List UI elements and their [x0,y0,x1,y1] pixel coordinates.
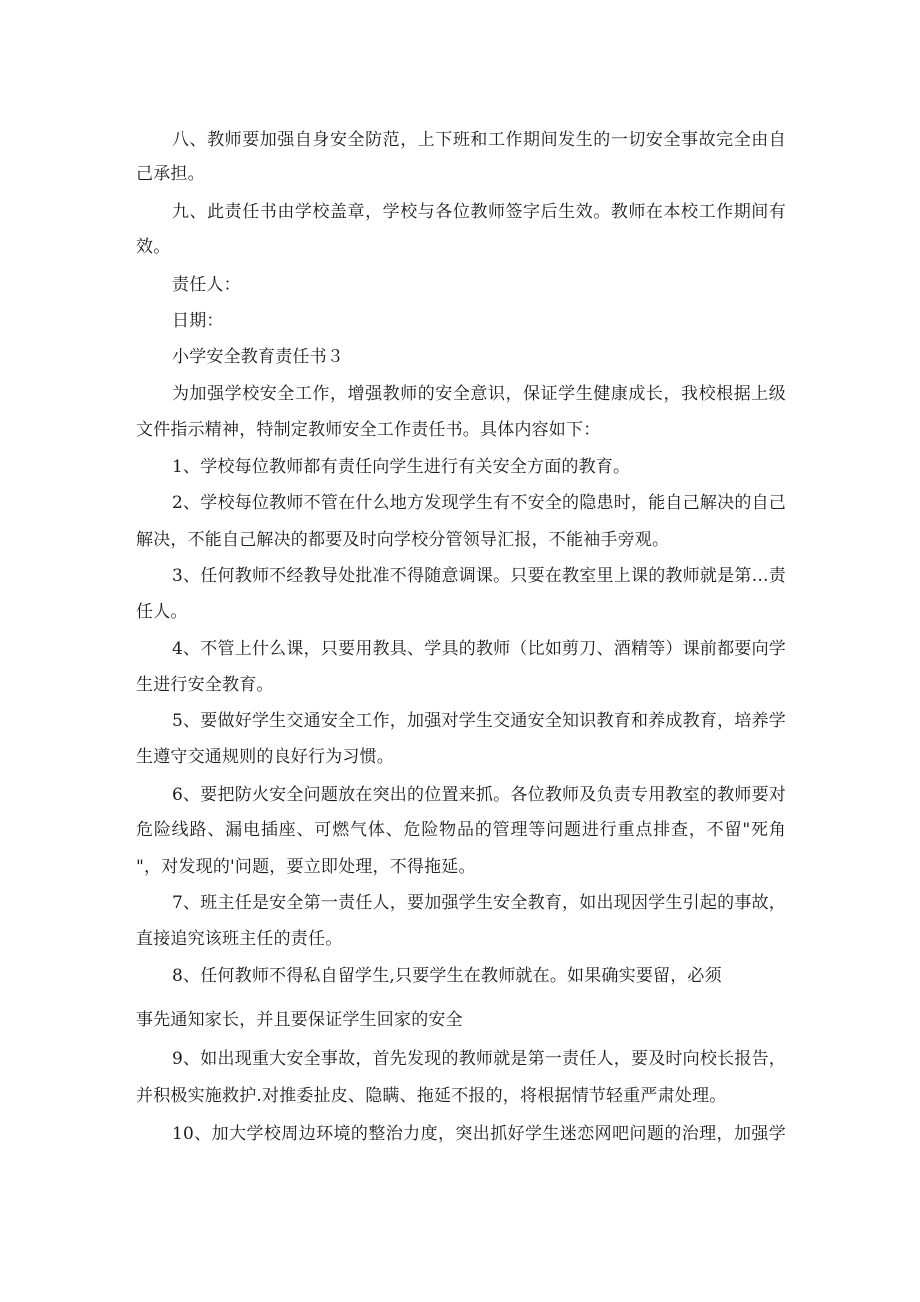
section-title: 小学安全教育责任书３ [172,347,344,367]
text-line: 文件指示精神，特制定教师安全工作责任书。具体内容如下： [136,420,601,440]
text-line: 直接追究该班主任的责任。 [136,929,343,949]
list-item: 2、学校每位教师不管在什么地方发现学生有不安全的隐患时，能自己解决的自己 [172,493,786,513]
text-line: 生进行安全教育。 [136,675,274,695]
text-line: 八、教师要加强自身安全防范，上下班和工作期间发生的一切安全事故完全由自 [172,130,786,150]
text-line: 为加强学校安全工作，增强教师的安全意识，保证学生健康成长，我校根据上级 [172,384,786,404]
text-line: "，对发现的'问题，要立即处理，不得拖延。 [136,857,476,877]
text-line: 效。 [136,237,171,257]
list-item: 9、如出现重大安全事故，首先发现的教师就是第一责任人，要及时向校长报告， [172,1049,786,1069]
text-line: 己承担。 [136,164,205,184]
text-line: 并积极实施救护.对推委扯皮、隐瞒、拖延不报的，将根据情节轻重严肃处理。 [136,1086,727,1106]
text-line: 危险线路、漏电插座、可燃气体、危险物品的管理等问题进行重点排查，不留"死角 [136,820,786,840]
list-item: 1、学校每位教师都有责任向学生进行有关安全方面的教育。 [172,457,631,477]
text-line: 九、此责任书由学校盖章，学校与各位教师签字后生效。教师在本校工作期间有 [172,202,786,222]
list-item: 10、加大学校周边环境的整治力度，突出抓好学生迷恋网吧问题的治理，加强学 [172,1124,786,1144]
text-line: 解决，不能自己解决的都要及时向学校分管领导汇报，不能袖手旁观。 [136,530,670,550]
text-line: 事先通知家长，并且要保证学生回家的安全 [136,1010,463,1030]
list-item: 6、要把防火安全问题放在突出的位置来抓。各位教师及负责专用教室的教师要对 [172,785,786,805]
list-item: 5、要做好学生交通安全工作，加强对学生交通安全知识教育和养成教育，培养学 [172,711,786,731]
list-item: 7、班主任是安全第一责任人，要加强学生安全教育，如出现因学生引起的事故， [172,893,786,913]
date-label: 日期： [172,311,224,331]
list-item: 3、任何教师不经教导处批准不得随意调课。只要在教室里上课的教师就是第…责 [172,566,786,586]
signature-label: 责任人： [172,275,241,295]
text-line: 生遵守交通规则的良好行为习惯。 [136,747,394,767]
text-line: 任人。 [136,602,188,622]
list-item: 8、任何教师不得私自留学生,只要学生在教师就在。如果确实要留，必须 [172,966,722,986]
list-item: 4、不管上什么课，只要用教具、学具的教师（比如剪刀、酒精等）课前都要向学 [172,639,786,659]
